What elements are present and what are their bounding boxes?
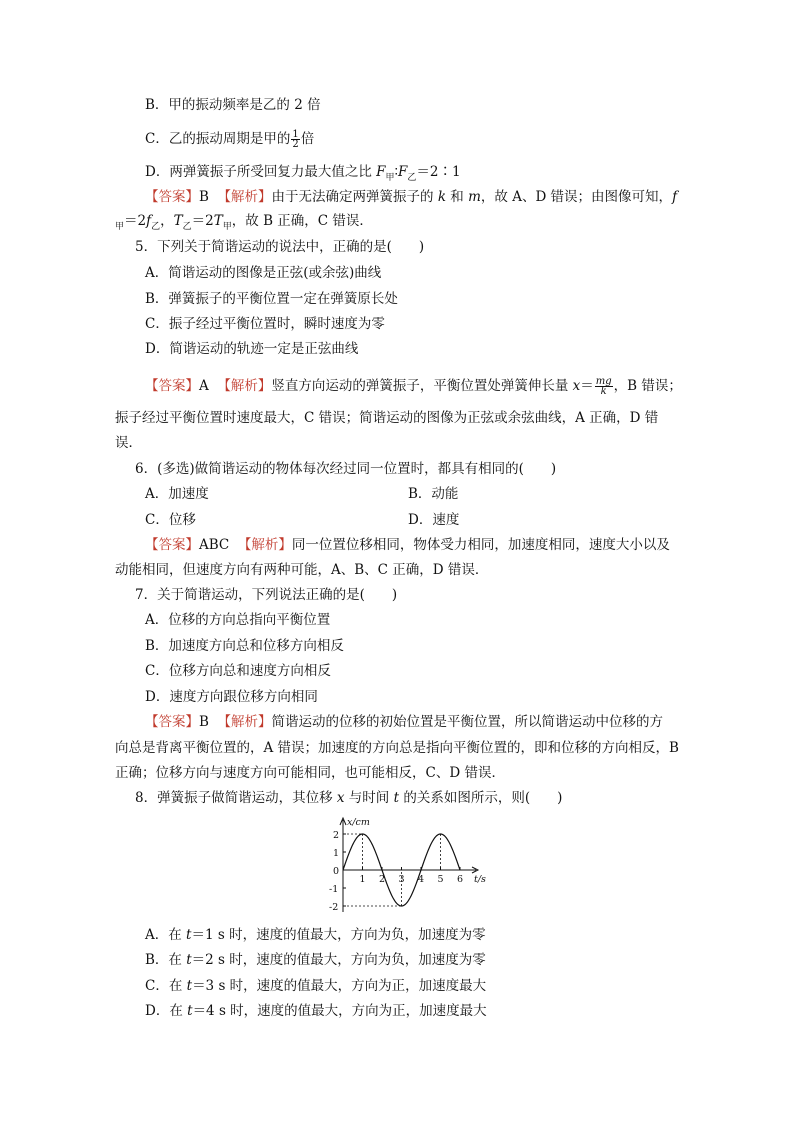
answer-value: B <box>199 189 209 205</box>
fraction-one-half: $\frac{1}{2}$ <box>292 129 299 150</box>
q7-analysis-line-2: 向总是背离平衡位置的，A 错误；加速度的方向总是指向平衡位置的，即和位移的方向相反，B <box>115 740 679 756</box>
x-tick-label: 1 <box>359 874 366 885</box>
x-tick-label: 5 <box>437 874 444 885</box>
q5-option-c: C．振子经过平衡位置时，瞬时速度为零 <box>145 316 385 332</box>
x-tick-label: 2 <box>379 874 386 885</box>
analysis-tag: 【解析】 <box>237 537 292 553</box>
q5-analysis-line-3: 误． <box>115 435 142 451</box>
y-tick-label: -1 <box>329 884 339 895</box>
answer-tag: 【答案】 <box>145 189 199 205</box>
q8-option-c: C．在 t＝3 s 时，速度的值最大，方向为正，加速度最大 <box>145 978 487 994</box>
x-axis-label: t/s <box>474 874 486 885</box>
q5-option-a: A．简谐运动的图像是正弦(或余弦)曲线 <box>145 265 382 281</box>
displacement-time-chart <box>325 814 500 914</box>
origin-label: 0 <box>333 866 340 877</box>
q6-option-d: D．速度 <box>408 512 460 528</box>
q6-answer-line: 【答案】ABC 【解析】同一位置位移相同，物体受力相同，加速度相同，速度大小以及 <box>145 537 670 553</box>
q8-option-a: A．在 t＝1 s 时，速度的值最大，方向为负，加速度为零 <box>145 927 486 943</box>
x-tick-label: 4 <box>418 874 425 885</box>
q7-option-a: A．位移的方向总指向平衡位置 <box>145 612 331 628</box>
answer-value: A <box>199 378 209 394</box>
x-tick-label: 3 <box>398 874 405 885</box>
q5-analysis-line-2: 振子经过平衡位置时速度最大，C 错误；简谐运动的图像为正弦或余弦曲线，A 正确，D 错 <box>115 410 659 426</box>
q4-analysis-line-2: $_甲=2f_乙$，$T_乙=2T_甲$，故 B 正确，C 错误． <box>115 213 373 232</box>
q4-option-d: D．两弹簧振子所受回复力最大值之比 $F_甲∶F_乙=2∶1$ <box>145 164 461 183</box>
q6-option-b: B．动能 <box>408 486 459 502</box>
q8-option-b: B．在 t＝2 s 时，速度的值最大，方向为负，加速度为零 <box>145 952 486 968</box>
q5-option-b: B．弹簧振子的平衡位置一定在弹簧原长处 <box>145 291 398 307</box>
answer-value: B <box>199 714 209 730</box>
analysis-tag: 【解析】 <box>217 714 272 730</box>
q4-answer-line: 【答案】B 【解析】由于无法确定两弹簧振子的 k 和 m，故 A、D 错误；由图像可知，f <box>145 189 678 205</box>
q7-stem: 7．关于简谐运动，下列说法正确的是( ) <box>135 587 398 603</box>
q5-stem: 5．下列关于简谐运动的说法中，正确的是( ) <box>135 239 425 255</box>
q8-stem: 8．弹簧振子做简谐运动，其位移 x 与时间 t 的关系如图所示，则( ) <box>135 790 563 806</box>
y-tick-label: 1 <box>333 848 340 859</box>
q7-option-b: B．加速度方向总和位移方向相反 <box>145 638 344 654</box>
q6-analysis-line-2: 动能相同，但速度方向有两种可能，A、B、C 正确，D 错误． <box>115 562 489 578</box>
q7-option-c: C．位移方向总和速度方向相反 <box>145 663 331 679</box>
answer-tag: 【答案】 <box>145 537 199 553</box>
q7-analysis-line-3: 正确；位移方向与速度方向可能相同，也可能相反，C、D 错误． <box>115 765 505 781</box>
y-tick-label: -2 <box>329 902 339 913</box>
q4-option-b: B．甲的振动频率是乙的 2 倍 <box>145 97 321 113</box>
q6-option-a: A．加速度 <box>145 486 209 502</box>
q7-option-d: D．速度方向跟位移方向相同 <box>145 689 318 705</box>
y-axis-label: x/cm <box>347 817 370 828</box>
q7-answer-line: 【答案】B 【解析】简谐运动的位移的初始位置是平衡位置，所以简谐运动中位移的方 <box>145 714 664 730</box>
analysis-tag: 【解析】 <box>217 189 272 205</box>
fraction-mg-over-k: $\frac{mg}{k}$ <box>595 376 612 397</box>
q6-stem: 6．(多选)做简谐运动的物体每次经过同一位置时，都具有相同的( ) <box>135 461 557 477</box>
q5-option-d: D．简谐运动的轨迹一定是正弦曲线 <box>145 341 359 357</box>
q6-option-c: C．位移 <box>145 512 196 528</box>
q5-answer-line: 【答案】A 【解析】竖直方向运动的弹簧振子，平衡位置处弹簧伸长量 x＝ $\frac{mg}{k}$ ，B 错误； <box>145 376 682 397</box>
answer-tag: 【答案】 <box>145 714 199 730</box>
y-tick-label: 2 <box>333 830 340 841</box>
x-tick-label: 6 <box>457 874 464 885</box>
answer-tag: 【答案】 <box>145 378 199 394</box>
q4-option-c: C．乙的振动周期是甲的 $\frac{1}{2}$ 倍 <box>145 129 315 150</box>
answer-value: ABC <box>199 537 230 553</box>
q8-option-d: D．在 t＝4 s 时，速度的值最大，方向为正，加速度最大 <box>145 1003 487 1019</box>
analysis-tag: 【解析】 <box>217 378 272 394</box>
